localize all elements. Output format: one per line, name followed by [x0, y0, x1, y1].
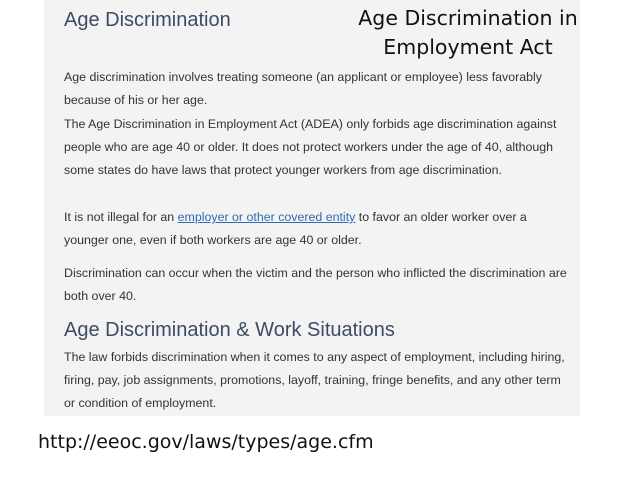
section-heading-work-situations: Age Discrimination & Work Situations	[64, 319, 395, 341]
paragraph-older-worker-end: to favor an older worker over a younger one, even if both workers are age 40 or older.	[64, 210, 527, 247]
paragraph-over-40: Discrimination can occur when the victim and the person who inflicted the discrimination are both over 40.	[64, 266, 567, 303]
paragraph-adea: The Age Discrimination in Employment Act (ADEA) only forbids age discrimination against people who are age 40 or older. It does not protect workers under the age of 40, although some states do have laws that protect younger workers from age discrimination.	[64, 117, 557, 177]
paragraph-employment-aspects: The law forbids discrimination when it comes to any aspect of employment, including hiring, firing, pay, job assignments, promotions, layoff, training, fringe benefits, and any other term or condition of employment.	[64, 350, 565, 410]
employer-covered-entity-link[interactable]: employer or other covered entity	[177, 210, 356, 224]
source-url: http://eeoc.gov/laws/types/age.cfm	[38, 431, 374, 453]
paragraph-definition: Age discrimination involves treating someone (an applicant or employee) less favorably because of his or her age.	[64, 70, 542, 107]
slide-title-line-2: Employment Act	[383, 35, 553, 59]
slide-title	[318, 4, 618, 62]
paragraph-older-worker	[64, 206, 569, 252]
section-heading-age-discrimination: Age Discrimination	[64, 9, 231, 31]
paragraph-older-worker-start: It is not illegal for an	[64, 210, 178, 224]
slide-title-line-1: Age Discrimination in	[358, 6, 578, 30]
